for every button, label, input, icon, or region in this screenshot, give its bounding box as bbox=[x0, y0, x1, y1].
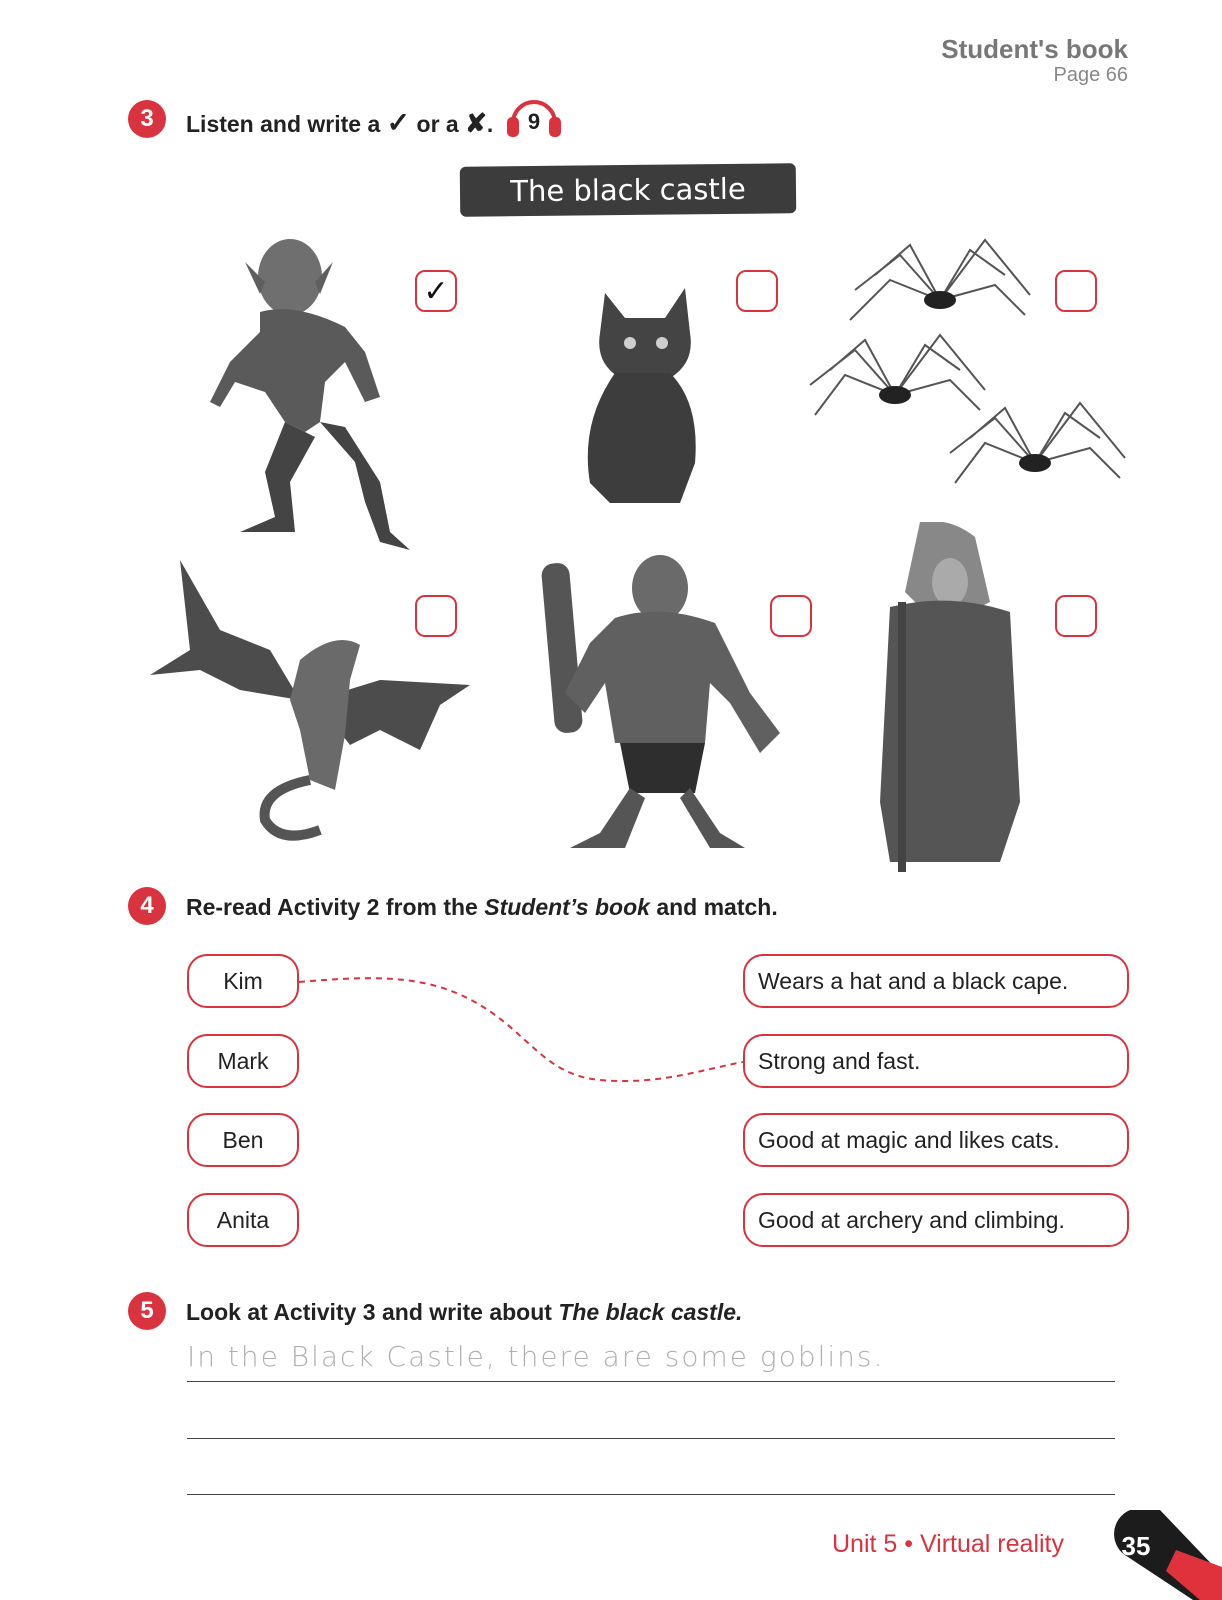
instruction-text: Look at Activity 3 and write about bbox=[186, 1299, 552, 1325]
book-page-reference: Page 66 bbox=[1053, 64, 1128, 86]
instruction-text: Re-read Activity 2 from the bbox=[186, 894, 478, 920]
example-answer: In the Black Castle, there are some goblins. bbox=[187, 1340, 885, 1373]
page-number: 35 bbox=[1121, 1531, 1151, 1561]
activity-instruction bbox=[186, 894, 778, 921]
cross-symbol: ✘ bbox=[465, 108, 487, 138]
answer-box-goblin[interactable]: ✓ bbox=[415, 270, 457, 312]
description-label: Good at magic and likes cats. bbox=[758, 1126, 1060, 1153]
witch-illustration bbox=[870, 522, 1030, 877]
activity-instruction bbox=[186, 106, 493, 139]
tick-symbol: ✓ bbox=[386, 107, 411, 138]
name-label: Ben bbox=[222, 1126, 264, 1153]
activity-number: 3 bbox=[128, 100, 166, 138]
writing-line[interactable] bbox=[187, 1381, 1115, 1382]
section-banner: The black castle bbox=[460, 163, 797, 217]
troll-illustration bbox=[530, 543, 800, 863]
description-label: Good at archery and climbing. bbox=[758, 1206, 1065, 1233]
name-option[interactable] bbox=[187, 1113, 299, 1167]
activity-number: 4 bbox=[128, 887, 166, 925]
answer-box-witch[interactable] bbox=[1055, 595, 1097, 637]
writing-line[interactable] bbox=[187, 1438, 1115, 1439]
description-label: Strong and fast. bbox=[758, 1047, 921, 1074]
instruction-text: Listen and write a bbox=[186, 111, 381, 137]
answer-box-spiders[interactable] bbox=[1055, 270, 1097, 312]
name-label: Mark bbox=[217, 1047, 269, 1074]
headphones-icon[interactable] bbox=[503, 93, 565, 139]
description-option[interactable] bbox=[743, 1193, 1129, 1247]
cat-illustration bbox=[570, 283, 720, 508]
goblin-illustration bbox=[205, 232, 435, 557]
answer-box-troll[interactable] bbox=[770, 595, 812, 637]
answer-box-dragon[interactable] bbox=[415, 595, 457, 637]
name-label: Anita bbox=[216, 1206, 270, 1233]
instruction-text: . bbox=[486, 111, 494, 137]
name-label: Kim bbox=[223, 967, 263, 994]
track-number: 9 bbox=[527, 109, 541, 134]
writing-line[interactable] bbox=[187, 1494, 1115, 1495]
instruction-text: or a bbox=[416, 111, 459, 137]
description-option[interactable] bbox=[743, 954, 1129, 1008]
instruction-italic-text: Student’s book bbox=[484, 894, 650, 920]
description-label: Wears a hat and a black cape. bbox=[758, 967, 1069, 994]
book-title: Student's book bbox=[941, 34, 1128, 64]
name-option[interactable] bbox=[187, 1193, 299, 1247]
activity-number: 5 bbox=[128, 1292, 166, 1330]
name-option[interactable] bbox=[187, 954, 299, 1008]
name-option[interactable] bbox=[187, 1034, 299, 1088]
description-option[interactable] bbox=[743, 1034, 1129, 1088]
instruction-text: and match. bbox=[656, 894, 778, 920]
answer-box-cat[interactable] bbox=[736, 270, 778, 312]
unit-label: Unit 5 • Virtual reality bbox=[832, 1530, 1064, 1558]
instruction-italic-text: The black castle. bbox=[558, 1299, 743, 1325]
activity-instruction bbox=[186, 1299, 742, 1326]
description-option[interactable] bbox=[743, 1113, 1129, 1167]
